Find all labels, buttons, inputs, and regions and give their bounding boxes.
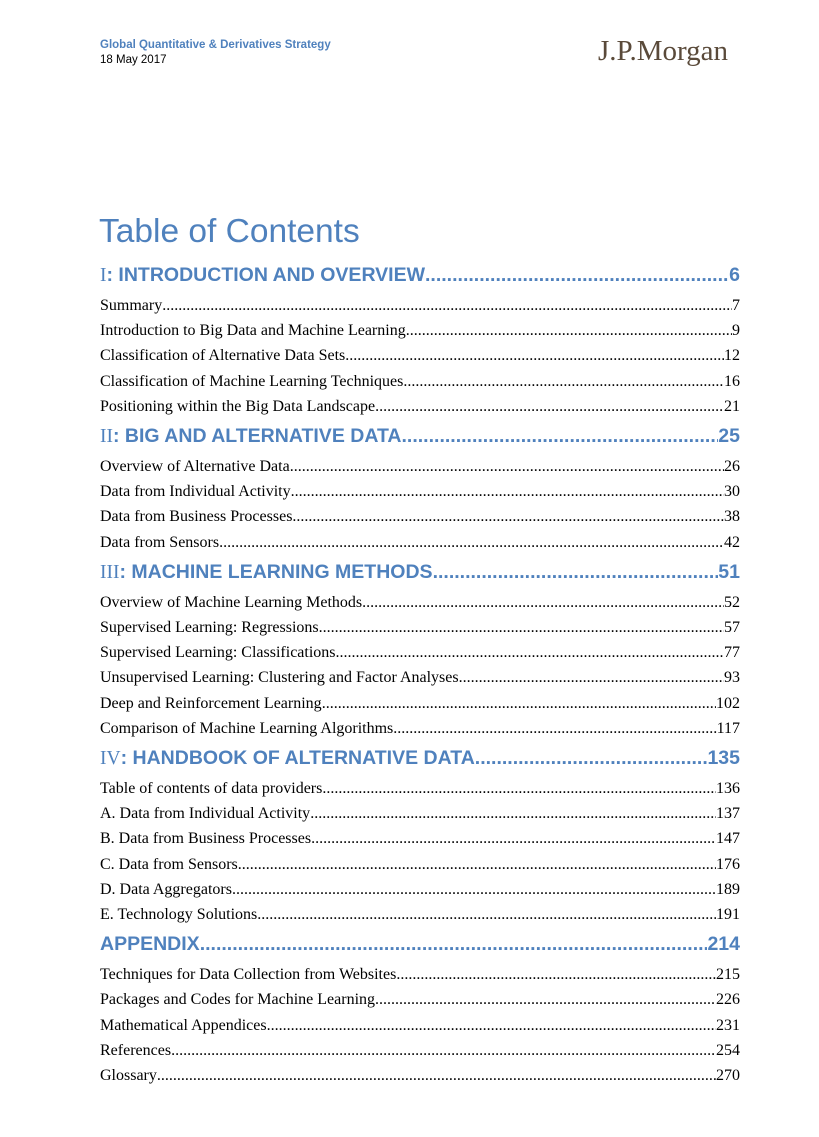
entry-page-number: 147	[716, 830, 740, 848]
dot-leader	[322, 694, 716, 714]
entry-page-number: 136	[716, 780, 740, 797]
entry-page-number: 176	[716, 855, 740, 873]
entry-label: Packages and Codes for Machine Learning	[100, 991, 376, 1009]
dot-leader	[319, 618, 724, 638]
toc-entry[interactable]	[100, 618, 740, 638]
dot-leader	[290, 457, 724, 477]
toc-entry[interactable]	[100, 321, 740, 341]
toc-entry[interactable]	[100, 346, 740, 366]
entry-label: E. Technology Solutions	[100, 906, 258, 923]
entry-page-number: 191	[716, 906, 740, 923]
dot-leader	[267, 1016, 716, 1036]
section-title: : INTRODUCTION AND OVERVIEW	[106, 264, 426, 286]
section-title: : HANDBOOK OF ALTERNATIVE DATA	[120, 747, 475, 769]
entry-label: Introduction to Big Data and Machine Learning	[100, 322, 406, 340]
entry-label: Techniques for Data Collection from Websites	[100, 966, 397, 984]
dot-leader	[362, 593, 724, 613]
entry-page-number: 52	[724, 593, 740, 611]
entry-page-number: 215	[716, 966, 740, 984]
dot-leader	[459, 668, 724, 688]
entry-page-number: 30	[724, 483, 740, 501]
section-page-number: 214	[707, 933, 740, 956]
toc-entry[interactable]	[100, 397, 740, 417]
entry-page-number: 117	[716, 719, 740, 737]
dot-leader	[238, 855, 716, 875]
dot-leader	[433, 559, 719, 585]
section-numeral: IV	[100, 748, 121, 769]
toc-entry[interactable]	[100, 668, 740, 688]
toc-entry[interactable]	[100, 719, 740, 739]
toc-section-heading[interactable]	[100, 745, 740, 771]
dot-leader	[311, 829, 716, 849]
section-title: : BIG AND ALTERNATIVE DATA	[113, 425, 402, 447]
entry-page-number: 9	[732, 322, 740, 340]
toc-entry[interactable]	[100, 507, 740, 527]
dot-leader	[219, 533, 724, 553]
dot-leader	[402, 423, 719, 449]
section-label	[100, 262, 425, 288]
entry-page-number: 57	[724, 619, 740, 636]
entry-label: Data from Individual Activity	[100, 483, 291, 501]
toc-entry[interactable]	[100, 779, 740, 799]
dot-leader	[162, 296, 732, 316]
section-title: APPENDIX	[100, 933, 200, 956]
entry-label: Classification of Alternative Data Sets	[100, 347, 346, 365]
report-date: 18 May 2017	[100, 54, 167, 66]
dot-leader	[403, 372, 724, 392]
dot-leader	[396, 965, 716, 985]
toc-section-heading[interactable]	[100, 559, 740, 585]
toc-entry[interactable]	[100, 482, 740, 502]
section-label	[100, 559, 433, 585]
section-title: : MACHINE LEARNING METHODS	[119, 560, 433, 583]
entry-page-number: 137	[716, 805, 740, 823]
toc-entry[interactable]	[100, 457, 740, 477]
dot-leader	[171, 1041, 716, 1061]
section-page-number: 6	[729, 264, 740, 286]
toc-entry[interactable]	[100, 372, 740, 392]
toc-entry[interactable]	[100, 804, 740, 824]
page-header	[100, 38, 331, 68]
dot-leader	[157, 1066, 716, 1086]
dot-leader	[310, 804, 716, 824]
entry-page-number: 226	[716, 991, 740, 1009]
toc-entry[interactable]	[100, 1016, 740, 1036]
dot-leader	[257, 905, 716, 925]
entry-label: Supervised Learning: Classifications	[100, 644, 336, 662]
section-numeral: II	[100, 426, 113, 447]
entry-page-number: 93	[724, 669, 740, 687]
entry-label: A. Data from Individual Activity	[100, 805, 311, 823]
entry-label: Data from Sensors	[100, 533, 220, 551]
entry-label: Supervised Learning: Regressions	[100, 619, 319, 636]
page-title: Table of Contents	[99, 213, 360, 250]
entry-label: Deep and Reinforcement Learning	[100, 694, 322, 712]
entry-label: C. Data from Sensors	[100, 855, 238, 873]
entry-label: Summary	[100, 297, 163, 314]
entry-label: Data from Business Processes	[100, 508, 293, 526]
entry-label: Positioning within the Big Data Landscape	[100, 397, 376, 415]
entry-label: Table of contents of data providers	[100, 780, 323, 797]
section-label	[100, 745, 475, 771]
toc-entry[interactable]	[100, 1041, 740, 1061]
section-page-number: 25	[718, 425, 740, 447]
entry-label: Overview of Alternative Data	[100, 458, 290, 475]
entry-label: Comparison of Machine Learning Algorithms	[100, 719, 394, 737]
toc-entry[interactable]	[100, 855, 740, 875]
entry-page-number: 254	[716, 1041, 740, 1059]
dot-leader	[375, 397, 724, 417]
entry-label: Mathematical Appendices	[100, 1016, 267, 1034]
entry-label: B. Data from Business Processes	[100, 830, 312, 848]
dot-leader	[393, 719, 716, 739]
section-label	[100, 931, 200, 957]
entry-page-number: 38	[724, 508, 740, 526]
entry-page-number: 231	[716, 1016, 740, 1034]
toc-entry[interactable]	[100, 1066, 740, 1086]
toc-entry[interactable]	[100, 880, 740, 900]
report-series: Global Quantitative & Derivatives Strategy	[100, 39, 331, 51]
dot-leader	[322, 779, 716, 799]
entry-label: Classification of Machine Learning Techniques	[100, 372, 404, 390]
dot-leader	[292, 507, 724, 527]
section-numeral: I	[100, 265, 107, 286]
toc-entry[interactable]	[100, 533, 740, 553]
entry-page-number: 26	[724, 458, 740, 475]
entry-label: Unsupervised Learning: Clustering and Factor Analyses	[100, 669, 459, 687]
dot-leader	[336, 643, 724, 663]
dot-leader	[345, 346, 724, 366]
entry-page-number: 12	[724, 347, 740, 365]
entry-page-number: 16	[724, 372, 740, 390]
section-label	[100, 423, 402, 449]
toc-section-heading[interactable]	[100, 262, 740, 288]
entry-label: Overview of Machine Learning Methods	[100, 593, 363, 611]
jpmorgan-logo: J.P.Morgan	[598, 35, 728, 67]
entry-page-number: 21	[724, 397, 740, 415]
entry-page-number: 270	[716, 1067, 740, 1084]
toc-entry[interactable]	[100, 990, 740, 1010]
toc-entry[interactable]	[100, 965, 740, 985]
dot-leader	[375, 990, 716, 1010]
entry-page-number: 77	[724, 644, 740, 662]
toc-entry[interactable]	[100, 829, 740, 849]
dot-leader	[291, 482, 724, 502]
toc-entry[interactable]	[100, 694, 740, 714]
toc-entry[interactable]	[100, 296, 740, 316]
section-page-number: 51	[718, 560, 740, 583]
entry-page-number: 42	[724, 533, 740, 551]
entry-page-number: 102	[716, 694, 740, 712]
toc-entry[interactable]	[100, 593, 740, 613]
entry-page-number: 189	[716, 880, 740, 898]
entry-label: References	[100, 1041, 172, 1059]
dot-leader	[475, 745, 708, 771]
toc-section-heading[interactable]	[100, 423, 740, 449]
entry-page-number: 7	[732, 297, 740, 314]
section-page-number: 135	[707, 747, 740, 769]
section-numeral: III	[100, 561, 120, 583]
entry-label: Glossary	[100, 1067, 157, 1084]
dot-leader	[200, 931, 708, 957]
dot-leader	[406, 321, 732, 341]
entry-label: D. Data Aggregators	[100, 880, 232, 898]
dot-leader	[232, 880, 716, 900]
dot-leader	[425, 262, 729, 288]
toc-entry[interactable]	[100, 905, 740, 925]
toc-section-heading[interactable]	[100, 931, 740, 957]
toc-entry[interactable]	[100, 643, 740, 663]
